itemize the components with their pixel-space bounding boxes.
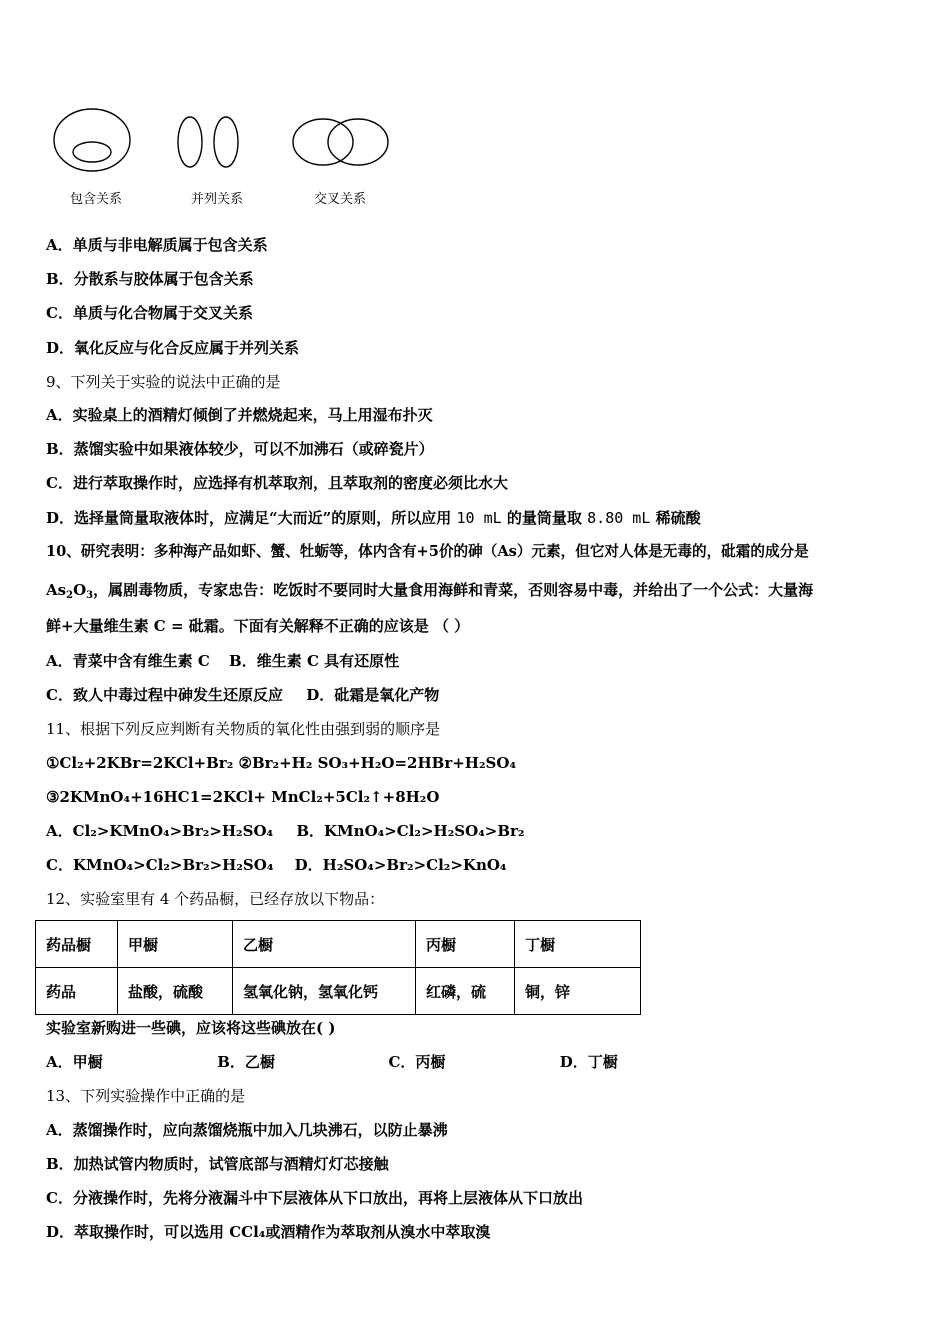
table-cell: 药品橱	[36, 921, 118, 968]
q10-option-c: C．致人中毒过程中砷发生还原反应	[46, 686, 283, 704]
q10-stem-line-2-rest: ，属剧毒物质，专家忠告：吃饭时不要同时大量食用海鲜和青菜，否则容易中毒，并给出了一个公式：大量海	[93, 581, 814, 599]
q12-option-a: A．甲橱	[46, 1053, 103, 1071]
q11-option-b: B．KMnO₄>Cl₂>H₂SO₄>Br₂	[296, 822, 525, 840]
q10-option-a: A．青菜中含有维生素 C	[46, 652, 210, 670]
cabinet-table	[35, 920, 641, 1015]
q11-option-d: D．H₂SO₄>Br₂>Cl₂>KnO₄	[294, 856, 507, 874]
q10-stem-line-3: 鲜+大量维生素 C = 砒霜。下面有关解释不正确的应该是 （ ）	[46, 617, 470, 635]
set-diagram-svg	[40, 105, 420, 217]
containment-inner-ellipse	[73, 142, 111, 162]
table-header-row	[36, 921, 641, 968]
q11-options-row-2	[46, 855, 507, 875]
q8-option-d: D．氧化反应与化合反应属于并列关系	[46, 339, 300, 357]
q11-reaction-3: ③2KMnO₄+16HC1=2KCl+ MnCl₂+5Cl₂↑+8H₂O	[46, 788, 440, 806]
q9-option-d-mid: 的量筒量取	[506, 509, 582, 527]
table-cell: 乙橱	[233, 921, 416, 968]
table-cell: 氢氧化钠，氢氧化钙	[233, 968, 416, 1015]
q13-stem: 13、下列实验操作中正确的是	[46, 1087, 246, 1105]
q12-question: 实验室新购进一些碘，应该将这些碘放在( )	[46, 1019, 336, 1037]
table-cell: 丁橱	[515, 921, 641, 968]
q11-reactions-1-2: ①Cl₂+2KBr=2KCl+Br₂ ②Br₂+H₂ SO₃+H₂O=2HBr+H₂SO₄	[46, 754, 517, 772]
intersect-label: 交叉关系	[313, 192, 367, 207]
q12-option-b: B．乙橱	[217, 1053, 275, 1071]
table-row	[36, 968, 641, 1015]
q11-option-c: C．KMnO₄>Cl₂>Br₂>H₂SO₄	[46, 856, 274, 874]
o-symbol: O	[73, 581, 87, 599]
q9-option-d-prefix: D．选择量筒量取液体时，应满足“大而近”的原则，所以应用	[46, 509, 452, 527]
o-subscript: 3	[86, 590, 94, 601]
set-relation-diagram	[40, 105, 420, 217]
as-symbol: As	[46, 581, 67, 599]
q13-option-a: A．蒸馏操作时，应向蒸馏烧瓶中加入几块沸石，以防止暴沸	[46, 1121, 448, 1139]
q9-stem: 9、下列关于实验的说法中正确的是	[46, 373, 281, 391]
q9-option-a: A．实验桌上的酒精灯倾倒了并燃烧起来，马上用湿布扑灭	[46, 406, 433, 424]
q13-option-c: C．分液操作时，先将分液漏斗中下层液体从下口放出，再将上层液体从下口放出	[46, 1189, 583, 1207]
q9-option-d-volume-2: 8.80 mL	[587, 509, 651, 527]
q13-option-b: B．加热试管内物质时，试管底部与酒精灯灯芯接触	[46, 1155, 389, 1173]
q10-option-d: D．砒霜是氧化产物	[306, 686, 440, 704]
q9-option-d-suffix: 稀硫酸	[655, 509, 701, 527]
q10-options-row-2	[46, 685, 439, 705]
q11-options-row-1	[46, 821, 524, 841]
table-cell: 甲橱	[118, 921, 233, 968]
q9-option-c: C．进行萃取操作时，应选择有机萃取剂，且萃取剂的密度必须比水大	[46, 474, 508, 492]
as-subscript: 2	[66, 590, 74, 601]
q12-option-d: D．丁橱	[559, 1053, 618, 1071]
table-cell: 红磷，硫	[416, 968, 515, 1015]
q10-options-row-1	[46, 651, 399, 671]
q8-option-c: C．单质与化合物属于交叉关系	[46, 304, 253, 322]
intersect-left-ellipse	[293, 119, 353, 165]
q8-option-b: B．分散系与胶体属于包含关系	[46, 270, 254, 288]
q9-option-d	[46, 508, 701, 528]
parallel-label: 并列关系	[190, 192, 244, 207]
q10-option-b: B．维生素 C 具有还原性	[229, 652, 400, 670]
table-cell: 盐酸，硫酸	[118, 968, 233, 1015]
q10-stem-line-2	[46, 580, 813, 600]
q12-option-c: C．丙橱	[388, 1053, 446, 1071]
table-cell: 药品	[36, 968, 118, 1015]
q10-stem-line-1: 10、研究表明：多种海产品如虾、蟹、牡蛎等，体内含有+5价的砷（As）元素，但它对人体是无毒的，砒霜的成分是	[46, 543, 809, 560]
containment-label: 包含关系	[69, 192, 123, 207]
q8-option-a: A．单质与非电解质属于包含关系	[46, 236, 268, 254]
intersect-right-ellipse	[328, 119, 388, 165]
parallel-left-ellipse	[178, 117, 202, 167]
table-cell: 铜，锌	[515, 968, 641, 1015]
q13-option-d: D．萃取操作时，可以选用 CCl₄或酒精作为萃取剂从溴水中萃取溴	[46, 1223, 491, 1241]
parallel-right-ellipse	[214, 117, 238, 167]
q11-stem: 11、根据下列反应判断有关物质的氧化性由强到弱的顺序是	[46, 720, 441, 738]
q12-options-row	[46, 1052, 618, 1072]
q12-stem: 12、实验室里有 4 个药品橱，已经存放以下物品：	[46, 890, 385, 908]
q9-option-b: B．蒸馏实验中如果液体较少，可以不加沸石（或碎瓷片）	[46, 440, 434, 458]
table-cell: 丙橱	[416, 921, 515, 968]
q11-option-a: A．Cl₂>KMnO₄>Br₂>H₂SO₄	[46, 822, 274, 840]
q9-option-d-volume-1: 10 mL	[456, 509, 502, 527]
